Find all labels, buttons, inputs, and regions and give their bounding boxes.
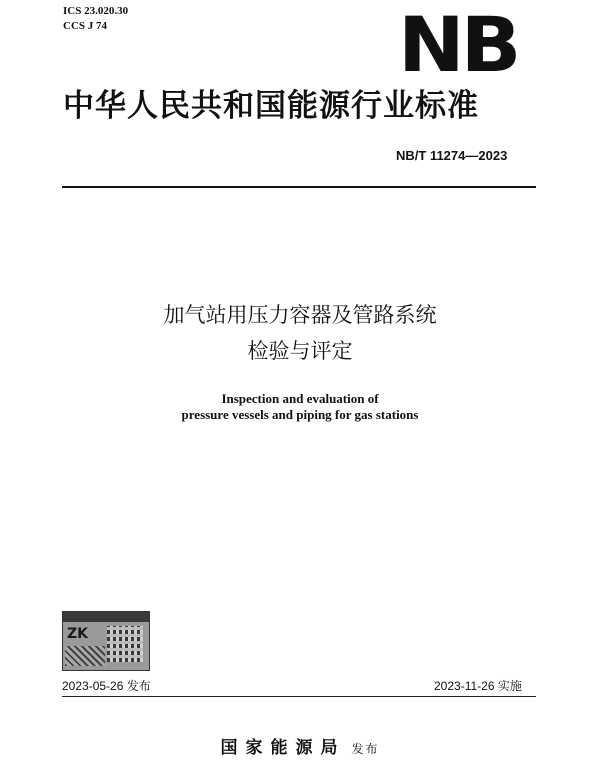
nb-logo: NB: [398, 0, 518, 89]
stamp-pattern: [65, 646, 105, 666]
stamp-text: ZK: [67, 626, 88, 642]
industry-standard-title: 中华人民共和国能源行业标准: [63, 88, 479, 124]
title-cn-line1: 加气站用压力容器及管路系统: [163, 303, 437, 327]
anti-counterfeit-stamp: [62, 611, 150, 671]
ics-code: ICS 23.020.30: [63, 5, 129, 17]
issuer-action: 发布: [351, 742, 380, 756]
stamp-band: [63, 612, 149, 622]
standard-number: NB/T 11274—2023: [396, 148, 508, 163]
footer-divider: [62, 696, 536, 697]
stamp-qr-overlay: [107, 626, 143, 662]
ccs-code: CCS J 74: [63, 20, 108, 32]
title-cn-line2: 检验与评定: [247, 339, 353, 363]
title-en-line2: pressure vessels and piping for gas stations: [181, 407, 419, 422]
issuer-line: [0, 733, 600, 758]
header-divider: [62, 186, 536, 188]
issue-date: 2023-05-26 发布: [62, 679, 151, 693]
issuer-name: 国家能源局: [220, 738, 346, 758]
implementation-date: 2023-11-26 实施: [434, 679, 522, 693]
title-en-line1: Inspection and evaluation of: [221, 391, 379, 406]
classification-codes: [63, 4, 128, 34]
